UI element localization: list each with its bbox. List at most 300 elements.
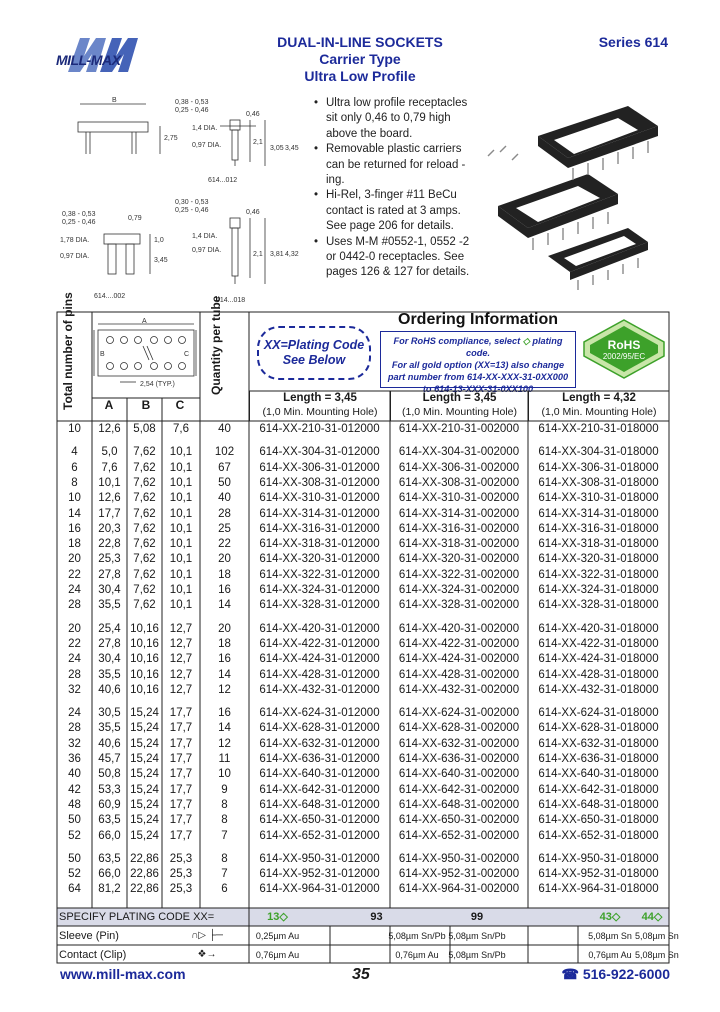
sleeve-99: 5,08µm Sn/Pb	[448, 931, 506, 941]
dim-002-n: 1,78 DIA.	[60, 237, 90, 244]
cell-value: 12,6	[98, 492, 121, 505]
cell-value: 35,5	[98, 722, 121, 735]
part-number: 614-XX-636-31-018000	[538, 753, 659, 765]
table-row	[57, 476, 669, 491]
cell-value: 10,1	[169, 553, 193, 566]
cell-value: 32	[68, 683, 81, 696]
part-number: 614-XX-318-31-018000	[538, 538, 659, 551]
table-row	[57, 783, 669, 798]
table-row	[57, 852, 669, 867]
part-number: 614-XX-648-31-018000	[538, 798, 659, 811]
cell-value: 20	[218, 622, 231, 635]
cell-value: 17,7	[169, 753, 193, 765]
cell-value: 40	[68, 768, 81, 781]
cell-value: 12,7	[169, 637, 193, 650]
len2-title: Length = 3,45	[422, 392, 497, 404]
part-number: 614-XX-320-31-018000	[538, 553, 659, 566]
sleeve-93: 5,08µm Sn/Pb	[388, 931, 446, 941]
part-number: 614-XX-318-31-002000	[398, 538, 520, 551]
part-number: 614-XX-950-31-018000	[538, 852, 659, 865]
table-row	[57, 422, 669, 437]
cell-value: 14	[218, 668, 231, 681]
part-number: 614-XX-328-31-012000	[259, 599, 380, 612]
len3-title: Length = 4,32	[562, 392, 636, 404]
part-number: 614-XX-952-31-002000	[398, 868, 520, 881]
cell-value: 8	[221, 852, 228, 865]
plating-code-99: 99	[470, 911, 484, 923]
part-number: 614-XX-640-31-018000	[538, 768, 659, 781]
part-number: 614-XX-308-31-018000	[538, 476, 659, 489]
cell-value: 40	[218, 492, 231, 505]
part-number: 614-XX-424-31-012000	[259, 653, 380, 666]
cell-value: 7,62	[133, 522, 156, 535]
plating-code-13: 13◇	[267, 911, 288, 923]
part-number: 614-XX-316-31-012000	[259, 522, 380, 535]
part-number: 614-XX-650-31-018000	[538, 814, 659, 827]
cell-value: 4	[71, 446, 78, 459]
cell-value: 25,3	[169, 868, 193, 881]
part-number: 614-XX-632-31-012000	[259, 737, 380, 750]
cell-value: 27,8	[98, 637, 121, 650]
cell-value: 10,1	[169, 492, 193, 505]
part-number: 614-XX-652-31-012000	[259, 829, 380, 842]
cell-value: 7,62	[133, 507, 156, 520]
table-row	[57, 867, 669, 882]
product-photo	[478, 96, 668, 310]
part-number: 614-XX-310-31-018000	[538, 492, 659, 505]
cell-value: 12,7	[169, 653, 193, 666]
part-number: 614-XX-624-31-012000	[259, 707, 380, 720]
table-row	[57, 668, 669, 683]
cell-value: 30,5	[98, 707, 121, 720]
phone-number	[561, 966, 670, 983]
cell-value: 15,24	[130, 722, 159, 735]
col-c-header: C	[175, 398, 185, 412]
cell-value: 10	[68, 492, 81, 505]
cell-value: 25	[218, 522, 231, 535]
plating-code-row	[57, 908, 669, 926]
total-pins-header: Total number of pins	[61, 292, 75, 410]
cell-value: 66,0	[98, 868, 121, 881]
cell-value: 66,0	[98, 829, 121, 842]
cell-value: 10,16	[130, 637, 159, 650]
series-label: Series 614	[598, 34, 668, 50]
part-number: 614-XX-316-31-018000	[538, 522, 659, 535]
contact-13: 0,76µm Au	[255, 950, 300, 960]
table-row	[57, 721, 669, 736]
cell-value: 5,08	[133, 423, 156, 435]
part-number: 614-XX-422-31-012000	[259, 637, 380, 650]
cell-value: 25,3	[169, 852, 193, 865]
cell-value: 64	[68, 883, 81, 896]
table-row	[57, 752, 669, 767]
cell-value: 16	[68, 522, 81, 535]
cell-value: 36	[68, 753, 81, 765]
diagram-a: A	[142, 318, 147, 325]
table-row	[57, 622, 669, 637]
part-number: 614-XX-648-31-012000	[259, 798, 380, 811]
cell-value: 10,1	[169, 538, 193, 551]
cell-value: 8	[71, 476, 78, 489]
rohs-badge	[582, 318, 666, 380]
table-row	[57, 813, 669, 828]
dim-002-p: 1,0	[154, 237, 164, 244]
table-row	[57, 829, 669, 844]
cell-value: 15,24	[130, 783, 159, 796]
table-row	[57, 461, 669, 476]
part-number: 614-XX-314-31-012000	[259, 507, 380, 520]
cell-value: 35,5	[98, 599, 121, 612]
feature-item: • Removable plastic carriers can be returned for reload -ing.	[312, 142, 474, 188]
part-number: 614-XX-422-31-002000	[398, 637, 520, 650]
dim-002-m: 0,79	[128, 215, 142, 222]
cell-value: 10,16	[130, 653, 159, 666]
table-row	[57, 445, 669, 460]
part-number: 614-XX-652-31-018000	[538, 829, 659, 842]
table-row	[57, 652, 669, 667]
length-col-2-header	[390, 391, 528, 421]
cell-value: 102	[214, 446, 235, 459]
cell-value: 15,24	[130, 707, 159, 720]
contact-99: 5,08µm Sn/Pb	[448, 950, 506, 960]
part-number: 614-XX-632-31-002000	[398, 737, 520, 750]
sleeve-13: 0,25µm Au	[255, 931, 300, 941]
plating-code-line-2: See Below	[282, 353, 346, 367]
cell-value: 22,86	[130, 852, 159, 865]
cell-value: 32	[68, 737, 81, 750]
cell-value: 17,7	[169, 722, 193, 735]
cell-value: 53,3	[98, 783, 121, 796]
cell-value: 18	[68, 538, 81, 551]
cell-value: 22,8	[98, 538, 121, 551]
cell-value: 28	[68, 599, 81, 612]
table-row	[57, 552, 669, 567]
dim-018-a: 0,30 - 0,53	[175, 199, 209, 206]
cell-value: 28	[218, 507, 231, 520]
part-number: 614-XX-324-31-018000	[538, 584, 659, 596]
cell-value: 7,62	[133, 492, 156, 505]
title-line-3: Ultra Low Profile	[304, 68, 416, 84]
cell-value: 24	[68, 707, 81, 720]
part-number: 614-XX-636-31-012000	[259, 753, 380, 765]
cell-value: 50	[68, 852, 81, 865]
cell-value: 7,62	[133, 584, 156, 596]
cell-value: 7,6	[101, 461, 118, 474]
cell-value: 7,6	[173, 423, 189, 435]
cell-value: 30,4	[98, 584, 121, 596]
cell-value: 28	[68, 668, 81, 681]
cell-value: 81,2	[98, 883, 121, 896]
col-b-header: B	[141, 398, 151, 412]
part-number: 614-XX-304-31-002000	[398, 446, 520, 459]
diamond-icon: ◇	[653, 911, 663, 923]
part-number: 614-XX-964-31-012000	[259, 883, 380, 896]
contact-row	[57, 946, 679, 964]
cell-value: 48	[68, 798, 81, 811]
cell-value: 50	[68, 814, 81, 827]
part-number: 614-XX-624-31-002000	[398, 707, 520, 720]
plating-code-44: 44◇	[641, 911, 663, 923]
table-row	[57, 767, 669, 782]
cell-value: 30,4	[98, 653, 121, 666]
rohs-line-1b: plating code.	[466, 336, 563, 358]
plating-code-93: 93	[370, 911, 383, 923]
dim-012-f: 2,1	[253, 139, 263, 146]
cell-value: 22	[68, 637, 81, 650]
phone-icon: ☎	[561, 966, 579, 982]
title-line-2: Carrier Type	[319, 51, 401, 67]
part-number: 614-XX-210-31-002000	[398, 423, 520, 435]
part-number: 614-XX-642-31-012000	[259, 783, 380, 796]
cell-value: 20	[68, 622, 81, 635]
part-number: 614-XX-306-31-002000	[398, 461, 520, 474]
cell-value: 20,3	[98, 522, 121, 535]
plating-code-43: 43◇	[599, 911, 621, 923]
table-row	[57, 598, 669, 613]
cell-value: 18	[218, 637, 231, 650]
dim-018-t: 3,81	[270, 251, 284, 258]
cell-value: 10,1	[169, 599, 193, 612]
part-number: 614-XX-210-31-018000	[538, 423, 659, 435]
cell-value: 40,6	[98, 683, 121, 696]
col-a-header: A	[104, 398, 114, 412]
cell-value: 15,24	[130, 814, 159, 827]
part-018-label: 614...018	[216, 297, 246, 304]
dim-012-a: 0,38 - 0,53	[175, 99, 209, 106]
part-number: 614-XX-320-31-012000	[259, 553, 380, 566]
cell-value: 14	[68, 507, 81, 520]
part-number: 614-XX-424-31-018000	[538, 653, 659, 666]
cell-value: 50	[218, 476, 231, 489]
part-number: 614-XX-964-31-018000	[538, 883, 659, 896]
cell-value: 16	[218, 653, 231, 666]
part-number: 614-XX-428-31-018000	[538, 668, 659, 681]
part-number: 614-XX-304-31-018000	[538, 446, 659, 459]
part-number: 614-XX-320-31-002000	[398, 553, 520, 566]
len2-sub: (1,0 Min. Mounting Hole)	[402, 406, 517, 418]
part-number: 614-XX-304-31-012000	[259, 446, 380, 459]
part-number: 614-XX-420-31-018000	[538, 622, 659, 635]
part-number: 614-XX-628-31-012000	[259, 722, 380, 735]
part-number: 614-XX-310-31-002000	[398, 492, 520, 505]
part-number: 614-XX-428-31-002000	[398, 668, 520, 681]
cell-value: 17,7	[169, 829, 193, 842]
cell-value: 22	[218, 538, 231, 551]
cell-value: 6	[71, 461, 78, 474]
cell-value: 22,86	[130, 883, 159, 896]
part-number: 614-XX-322-31-002000	[398, 568, 520, 581]
part-number: 614-XX-422-31-018000	[538, 637, 659, 650]
part-number: 614-XX-964-31-002000	[398, 883, 520, 896]
cell-value: 25,3	[98, 553, 121, 566]
cell-value: 10,16	[130, 668, 159, 681]
dim-018-r: 0,46	[246, 209, 260, 216]
cell-value: 15,24	[130, 737, 159, 750]
cell-value: 35,5	[98, 668, 121, 681]
technical-drawings	[60, 92, 308, 312]
cell-value: 12,7	[169, 683, 193, 696]
length-col-1-header	[249, 391, 390, 421]
cell-value: 17,7	[169, 768, 193, 781]
cell-value: 7,62	[133, 599, 156, 612]
cell-value: 10,1	[169, 446, 193, 459]
cell-value: 24	[68, 653, 81, 666]
rohs-line-3: part number from 614-XX-XXX-31-0XX000	[387, 372, 569, 382]
table-row	[57, 798, 669, 813]
part-number: 614-XX-316-31-002000	[398, 522, 520, 535]
cell-value: 63,5	[98, 852, 121, 865]
table-row	[57, 568, 669, 583]
part-number: 614-XX-324-31-012000	[259, 584, 380, 596]
cell-value: 7,62	[133, 568, 156, 581]
dim-018-s: 4,32	[285, 251, 299, 258]
part-number: 614-XX-632-31-018000	[538, 737, 659, 750]
cell-value: 17,7	[169, 814, 193, 827]
dim-002-o: 0,97 DIA.	[60, 253, 90, 260]
cell-value: 12,6	[98, 423, 121, 435]
ordering-title: Ordering Information	[398, 311, 558, 328]
cell-value: 12	[218, 737, 231, 750]
cell-value: 7,62	[133, 553, 156, 566]
part-number: 614-XX-432-31-012000	[259, 683, 380, 696]
cell-value: 27,8	[98, 568, 121, 581]
part-number: 614-XX-650-31-002000	[398, 814, 520, 827]
part-number: 614-XX-624-31-018000	[538, 707, 659, 720]
cell-value: 7	[221, 868, 228, 881]
cell-value: 18	[218, 568, 231, 581]
dim-012-d: 0,97 DIA.	[192, 142, 222, 149]
len3-sub: (1,0 Min. Mounting Hole)	[541, 406, 657, 418]
title-line-1: DUAL-IN-LINE SOCKETS	[277, 34, 443, 50]
part-number: 614-XX-640-31-012000	[259, 768, 380, 781]
cell-value: 14	[218, 599, 231, 612]
phone-text: 516-922-6000	[582, 966, 670, 982]
part-number: 614-XX-652-31-002000	[398, 829, 520, 842]
page-title	[250, 34, 470, 85]
cell-value: 6	[221, 883, 228, 896]
website-link[interactable]: www.mill-max.com	[60, 966, 186, 982]
table-row	[57, 737, 669, 752]
cell-value: 28	[68, 722, 81, 735]
cell-value: 52	[68, 868, 81, 881]
part-number: 614-XX-420-31-002000	[398, 622, 520, 635]
feature-list	[312, 96, 474, 281]
sleeve-label: Sleeve (Pin)	[59, 930, 119, 942]
feature-item: • Hi-Rel, 3-finger #11 BeCu contact is rated at 3 amps. See page 206 for details.	[312, 188, 474, 234]
cell-value: 12,7	[169, 622, 193, 635]
part-number: 614-XX-428-31-012000	[259, 668, 380, 681]
cell-value: 17,7	[169, 707, 193, 720]
part-number: 614-XX-950-31-012000	[259, 852, 380, 865]
cell-value: 10,1	[169, 584, 193, 596]
dim-012-i: 2,75	[164, 135, 178, 142]
plating-code-line-1: XX=Plating Code	[263, 338, 365, 352]
cell-value: 12,7	[169, 668, 193, 681]
table-row	[57, 683, 669, 698]
cell-value: 24	[68, 584, 81, 596]
part-number: 614-XX-952-31-012000	[259, 868, 380, 881]
len1-sub: (1,0 Min. Mounting Hole)	[262, 406, 378, 418]
cell-value: 22,86	[130, 868, 159, 881]
part-number: 614-XX-628-31-002000	[398, 722, 520, 735]
cell-value: 10,16	[130, 683, 159, 696]
contact-44: 5,08µm Sn	[635, 950, 679, 960]
cell-value: 11	[218, 753, 231, 765]
cell-value: 60,9	[98, 798, 121, 811]
cell-value: 8	[221, 798, 228, 811]
cell-value: 15,24	[130, 798, 159, 811]
cell-value: 10,1	[169, 461, 193, 474]
dim-018-v: 1,4 DIA.	[192, 233, 218, 240]
length-col-3-header	[528, 391, 669, 421]
rohs-line-2: For all gold option (XX=13) also change	[391, 360, 565, 370]
cell-value: 17,7	[98, 507, 121, 520]
part-number: 614-XX-420-31-012000	[259, 622, 380, 635]
part-number: 614-XX-328-31-018000	[538, 599, 659, 612]
part-number: 614-XX-306-31-018000	[538, 461, 659, 474]
plating-code-note	[257, 326, 371, 380]
cell-value: 10,1	[169, 522, 193, 535]
dim-012-e: 0,46	[246, 111, 260, 118]
cell-value: 10,1	[169, 507, 193, 520]
part-number: 614-XX-640-31-002000	[398, 768, 520, 781]
cell-value: 16	[218, 707, 231, 720]
sleeve-43: 5,08µm Sn	[588, 931, 632, 941]
cell-value: 7,62	[133, 461, 156, 474]
part-number: 614-XX-308-31-012000	[259, 476, 380, 489]
sleeve-44: 5,08µm Sn	[635, 931, 679, 941]
dim-012-c: 1,4 DIA.	[192, 125, 218, 132]
cell-value: 7,62	[133, 538, 156, 551]
cell-value: 63,5	[98, 814, 121, 827]
part-number: 614-XX-322-31-018000	[538, 568, 659, 581]
part-number: 614-XX-314-31-002000	[398, 507, 520, 520]
cell-value: 22	[68, 568, 81, 581]
dim-018-u: 2,1	[253, 251, 263, 258]
cell-value: 10	[68, 423, 81, 435]
cell-value: 20	[68, 553, 81, 566]
part-number: 614-XX-628-31-018000	[538, 722, 659, 735]
part-number: 614-XX-314-31-018000	[538, 507, 659, 520]
table-row	[57, 706, 669, 721]
rohs-badge-title: RoHS	[607, 338, 641, 352]
part-number: 614-XX-308-31-002000	[398, 476, 520, 489]
cell-value: 9	[221, 783, 228, 796]
part-number: 614-XX-648-31-002000	[398, 798, 520, 811]
cell-value: 25,4	[98, 622, 121, 635]
part-number: 614-XX-952-31-018000	[538, 868, 659, 881]
part-number: 614-XX-642-31-018000	[538, 783, 659, 796]
dim-012-b: 0,25 - 0,46	[175, 107, 209, 114]
part-012-label: 614...012	[208, 177, 238, 184]
sleeve-row	[57, 927, 679, 945]
cell-value: 45,7	[98, 753, 121, 765]
dim-012-h: 3,45	[285, 145, 299, 152]
rohs-note	[380, 331, 576, 394]
diagram-pitch: 2,54 (TYP.)	[140, 381, 175, 388]
len1-title: Length = 3,45	[283, 392, 357, 404]
cell-value: 52	[68, 829, 81, 842]
cell-value: 5,0	[101, 446, 118, 459]
part-number: 614-XX-636-31-002000	[398, 753, 520, 765]
part-number: 614-XX-210-31-012000	[259, 423, 380, 435]
dim-b-label: B	[112, 97, 117, 104]
cell-value: 10,1	[98, 476, 121, 489]
table-row	[57, 882, 669, 897]
rohs-line-1a: For RoHS compliance, select	[393, 336, 521, 346]
dim-018-w: 0,97 DIA.	[192, 247, 222, 254]
rohs-line-4: to 614-13-XXX-31-0XX100	[422, 384, 534, 394]
